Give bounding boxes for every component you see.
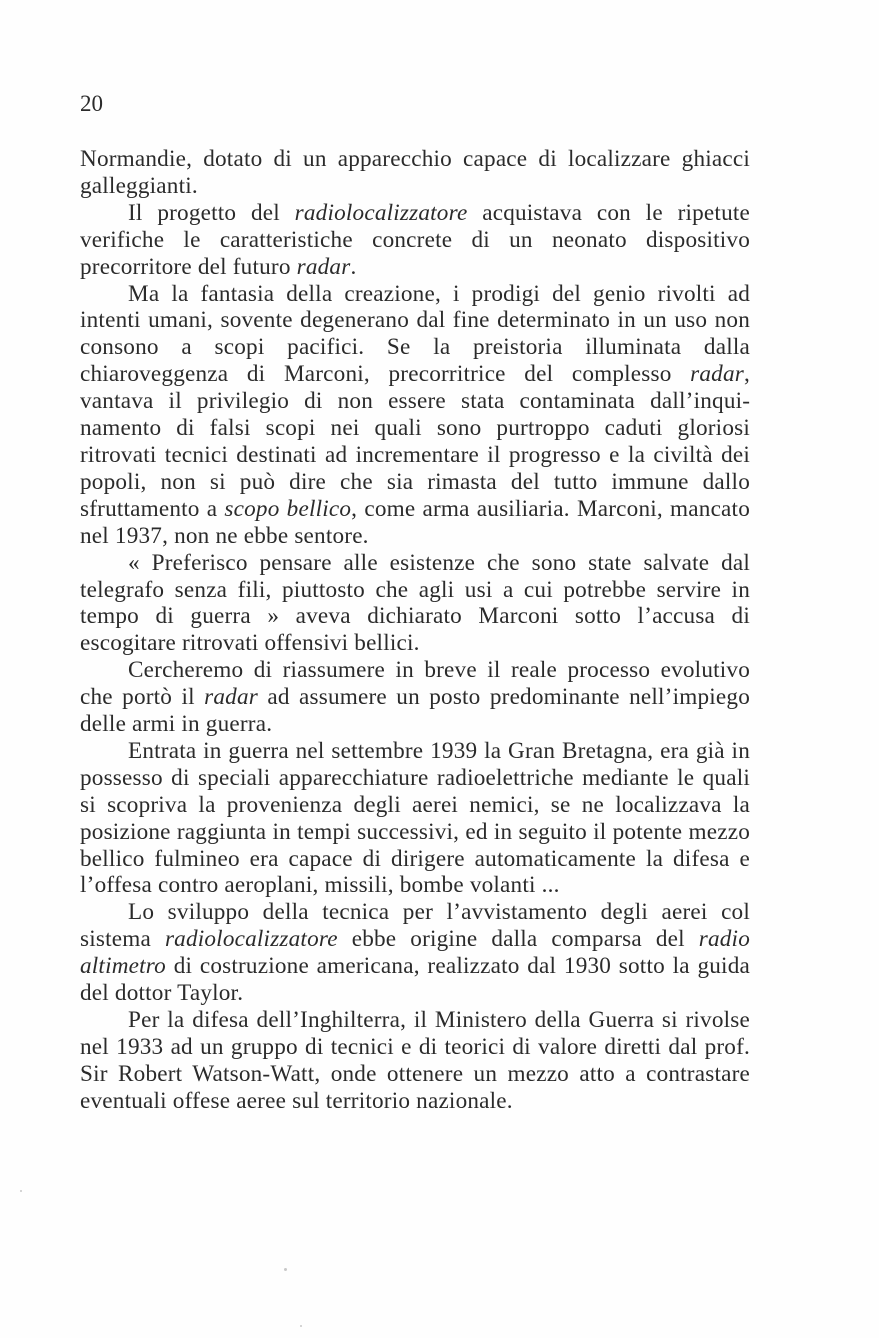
body-text bbox=[80, 146, 750, 1115]
italic-term: scopo bellico bbox=[224, 495, 352, 522]
scan-speck bbox=[20, 1190, 22, 1192]
italic-term: radio altimetro bbox=[80, 926, 750, 980]
text-run: ad assumere un posto predominante nell’impiego delle armi in guerra. bbox=[80, 684, 751, 738]
text-run: Normandie, dotato di un apparecchio capace di localizzare ghiacci galleggianti. bbox=[80, 146, 750, 199]
text-run: acquistava con le ripetute verifiche le caratteristiche concrete di un neonato dispositivo precorritore del futuro bbox=[80, 199, 750, 280]
text-run: , vantava il privilegio di non essere stata contaminata dall’inquinamento di falsi scopi nei quali sono purtroppo caduti gloriosi ritrovati tecnici destinati ad incrementare il progresso e la civiltà dei popoli, non si può dire che sia rimasta del tutto immune dallo sfruttamento a bbox=[80, 361, 750, 522]
paragraph bbox=[80, 281, 750, 550]
scan-speck bbox=[300, 1325, 302, 1327]
italic-term: radiolocalizzatore bbox=[164, 926, 338, 953]
italic-term: radar bbox=[296, 253, 351, 280]
text-run: « Preferisco pensare alle esistenze che sono state salvate dal telegrafo senza fili, piuttosto che agli usi a cui potrebbe servire in tempo di guerra » aveva dichiarato Marconi sotto l’accusa di escogitare ritrovati offensivi bellici. bbox=[80, 549, 750, 657]
paragraph bbox=[80, 146, 750, 200]
text-run: Lo sviluppo della tecnica per l’avvistamento degli aerei col sistema bbox=[80, 899, 750, 953]
italic-term: radar bbox=[204, 684, 258, 711]
text-run: Entrata in guerra nel settembre 1939 la Gran Bretagna, era già in possesso di speciali apparecchiature radioelettriche mediante le quali si scopriva la provenienza degli aerei nemici, se ne localizzava la posizione raggiunta in tempi successivi, ed in seguito il potente mezzo bellico fulmineo era capace di dirigere automaticamente la difesa e l’offesa contro aeroplani, missili, bombe volanti ... bbox=[80, 737, 750, 899]
paragraph bbox=[80, 1007, 750, 1115]
paragraph bbox=[80, 738, 750, 899]
page-number: 20 bbox=[80, 91, 103, 116]
text-run: Ma la fantasia della creazione, i prodigi del genio rivolti ad intenti umani, sovente degenerano dal fine determinato in un uso non consono a scopi pacifici. Se la preistoria illuminata dalla chiaroveggenza di Marconi, precorritrice del complesso bbox=[80, 280, 750, 388]
paragraph bbox=[80, 550, 750, 658]
paragraph bbox=[80, 657, 750, 738]
text-run: Il progetto del bbox=[128, 199, 295, 226]
text-run: . bbox=[350, 253, 357, 280]
scan-speck bbox=[284, 1268, 287, 1271]
text-run: Per la difesa dell’Inghilterra, il Ministero della Guerra si rivolse nel 1933 ad un gruppo di tecnici e di teorici di valore diretti dal prof. Sir Robert Watson-Watt, onde ottenere un mezzo atto a contrastare eventuali offese aeree sul territorio nazionale. bbox=[80, 1007, 750, 1114]
italic-term: radar bbox=[690, 361, 744, 388]
text-run: di costruzione americana, realizzato dal 1930 sotto la guida del dottor Taylor. bbox=[80, 953, 750, 1007]
italic-term: radiolocalizzatore bbox=[294, 199, 468, 226]
paragraph bbox=[80, 899, 750, 1007]
text-run: , come arma ausiliaria. Marconi, mancato nel 1937, non ne ebbe sentore. bbox=[80, 495, 750, 549]
paragraph bbox=[80, 200, 750, 281]
text-run: Cercheremo di riassumere in breve il reale processo evolutivo che portò il bbox=[80, 657, 750, 711]
text-run: ebbe origine dalla comparsa del bbox=[337, 926, 699, 953]
